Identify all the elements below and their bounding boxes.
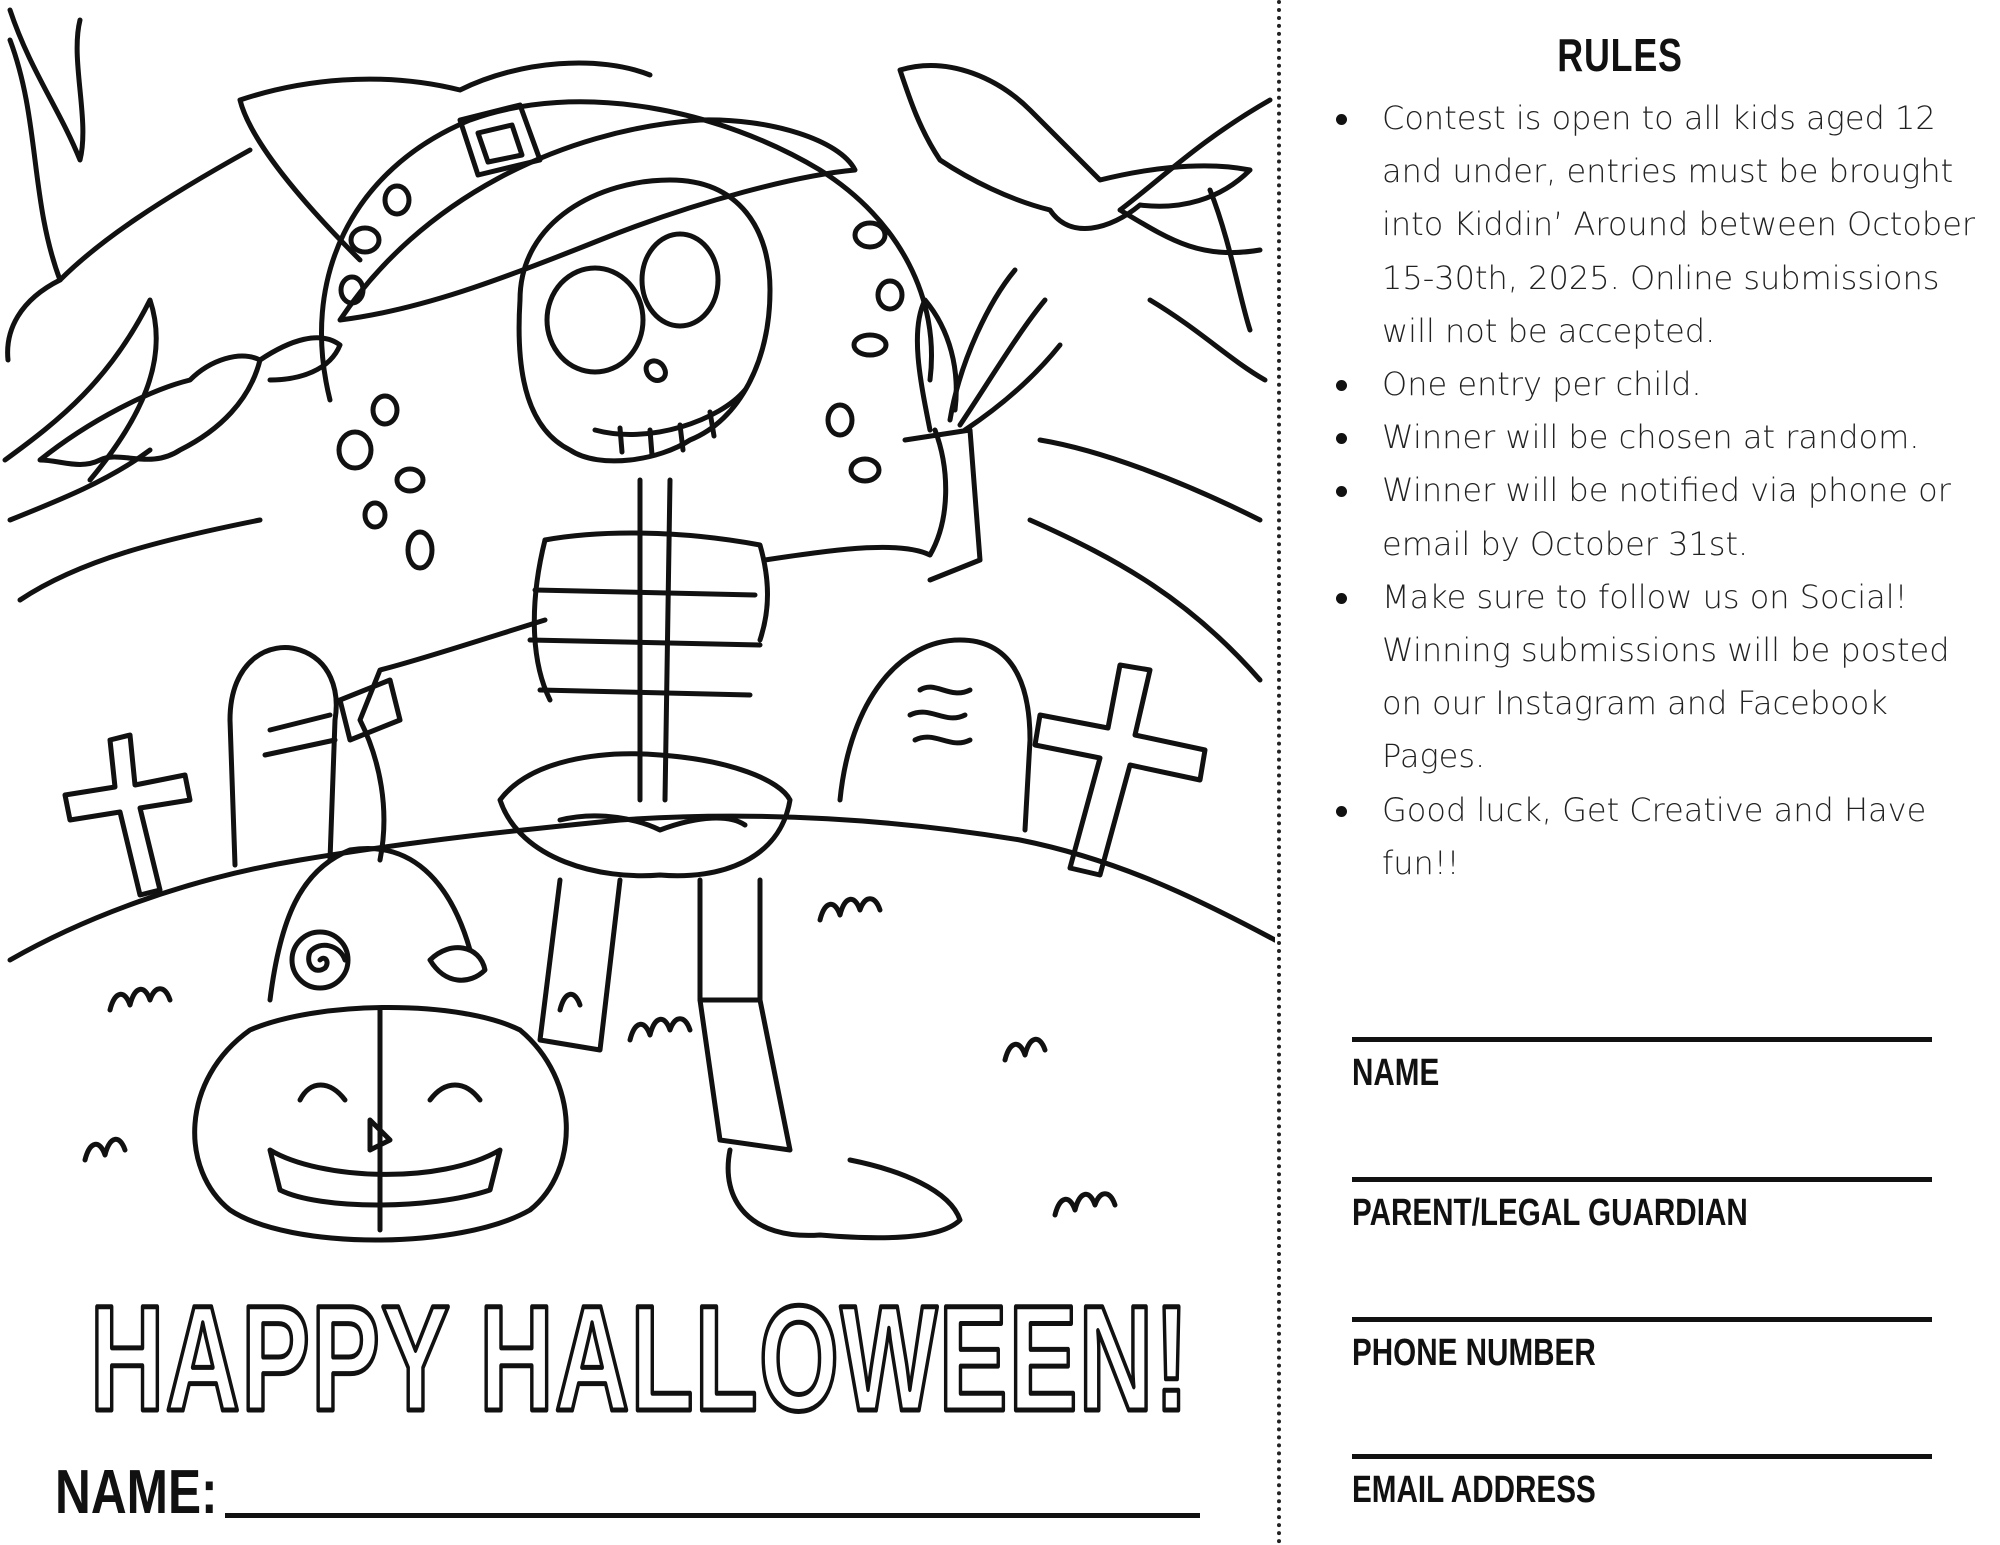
guardian-field[interactable] bbox=[1352, 1177, 1932, 1235]
rule-item: Winner will be chosen at random. bbox=[1382, 411, 1980, 464]
bat-left bbox=[40, 338, 340, 465]
child-name-line[interactable] bbox=[225, 1513, 1200, 1518]
grass-tufts bbox=[85, 899, 1115, 1215]
raised-arm bbox=[765, 270, 1060, 580]
email-label: EMAIL ADDRESS bbox=[1352, 1469, 1596, 1511]
phone-label: PHONE NUMBER bbox=[1352, 1332, 1596, 1374]
phone-line[interactable] bbox=[1352, 1317, 1932, 1322]
tombstone-right bbox=[840, 640, 1030, 830]
rules-list bbox=[1300, 92, 1980, 890]
phone-field[interactable] bbox=[1352, 1317, 1932, 1375]
happy-halloween-headline bbox=[80, 1280, 1200, 1440]
rule-item: One entry per child. bbox=[1382, 358, 1980, 411]
rule-item: Winner will be notified via phone or email by October 31st. bbox=[1382, 464, 1980, 570]
cross-left bbox=[65, 735, 190, 895]
cross-right bbox=[1035, 665, 1205, 875]
pumpkin-basket bbox=[195, 848, 567, 1240]
email-line[interactable] bbox=[1352, 1454, 1932, 1459]
guardian-line[interactable] bbox=[1352, 1177, 1932, 1182]
dotted-divider bbox=[1277, 0, 1281, 1545]
legs bbox=[540, 880, 960, 1238]
tree-branches-left bbox=[5, 10, 260, 600]
tombstone-left bbox=[230, 648, 336, 865]
rule-item: Good luck, Get Creative and Have fun!! bbox=[1382, 784, 1980, 890]
name-field[interactable] bbox=[1352, 1037, 1932, 1095]
guardian-label: PARENT/LEGAL GUARDIAN bbox=[1352, 1192, 1748, 1234]
child-name-label: NAME: bbox=[55, 1458, 218, 1527]
name-label: NAME bbox=[1352, 1052, 1440, 1094]
headline-text: HAPPY HALLOWEEN! bbox=[90, 1280, 1190, 1440]
rule-item: Make sure to follow us on Social! Winning submissions will be posted on our Instagram and Facebook Pages. bbox=[1382, 571, 1980, 784]
hill bbox=[10, 816, 1275, 960]
email-field[interactable] bbox=[1352, 1454, 1932, 1512]
tree-branches-right bbox=[1030, 100, 1270, 680]
rules-title: RULES bbox=[1557, 29, 1683, 81]
name-line[interactable] bbox=[1352, 1037, 1932, 1042]
rules-panel bbox=[1300, 0, 1980, 1545]
rule-item: Contest is open to all kids aged 12 and under, entries must be brought into Kiddin’ Around between October 15-30th, 2025. Online submissions will not be accepted. bbox=[1382, 92, 1980, 358]
